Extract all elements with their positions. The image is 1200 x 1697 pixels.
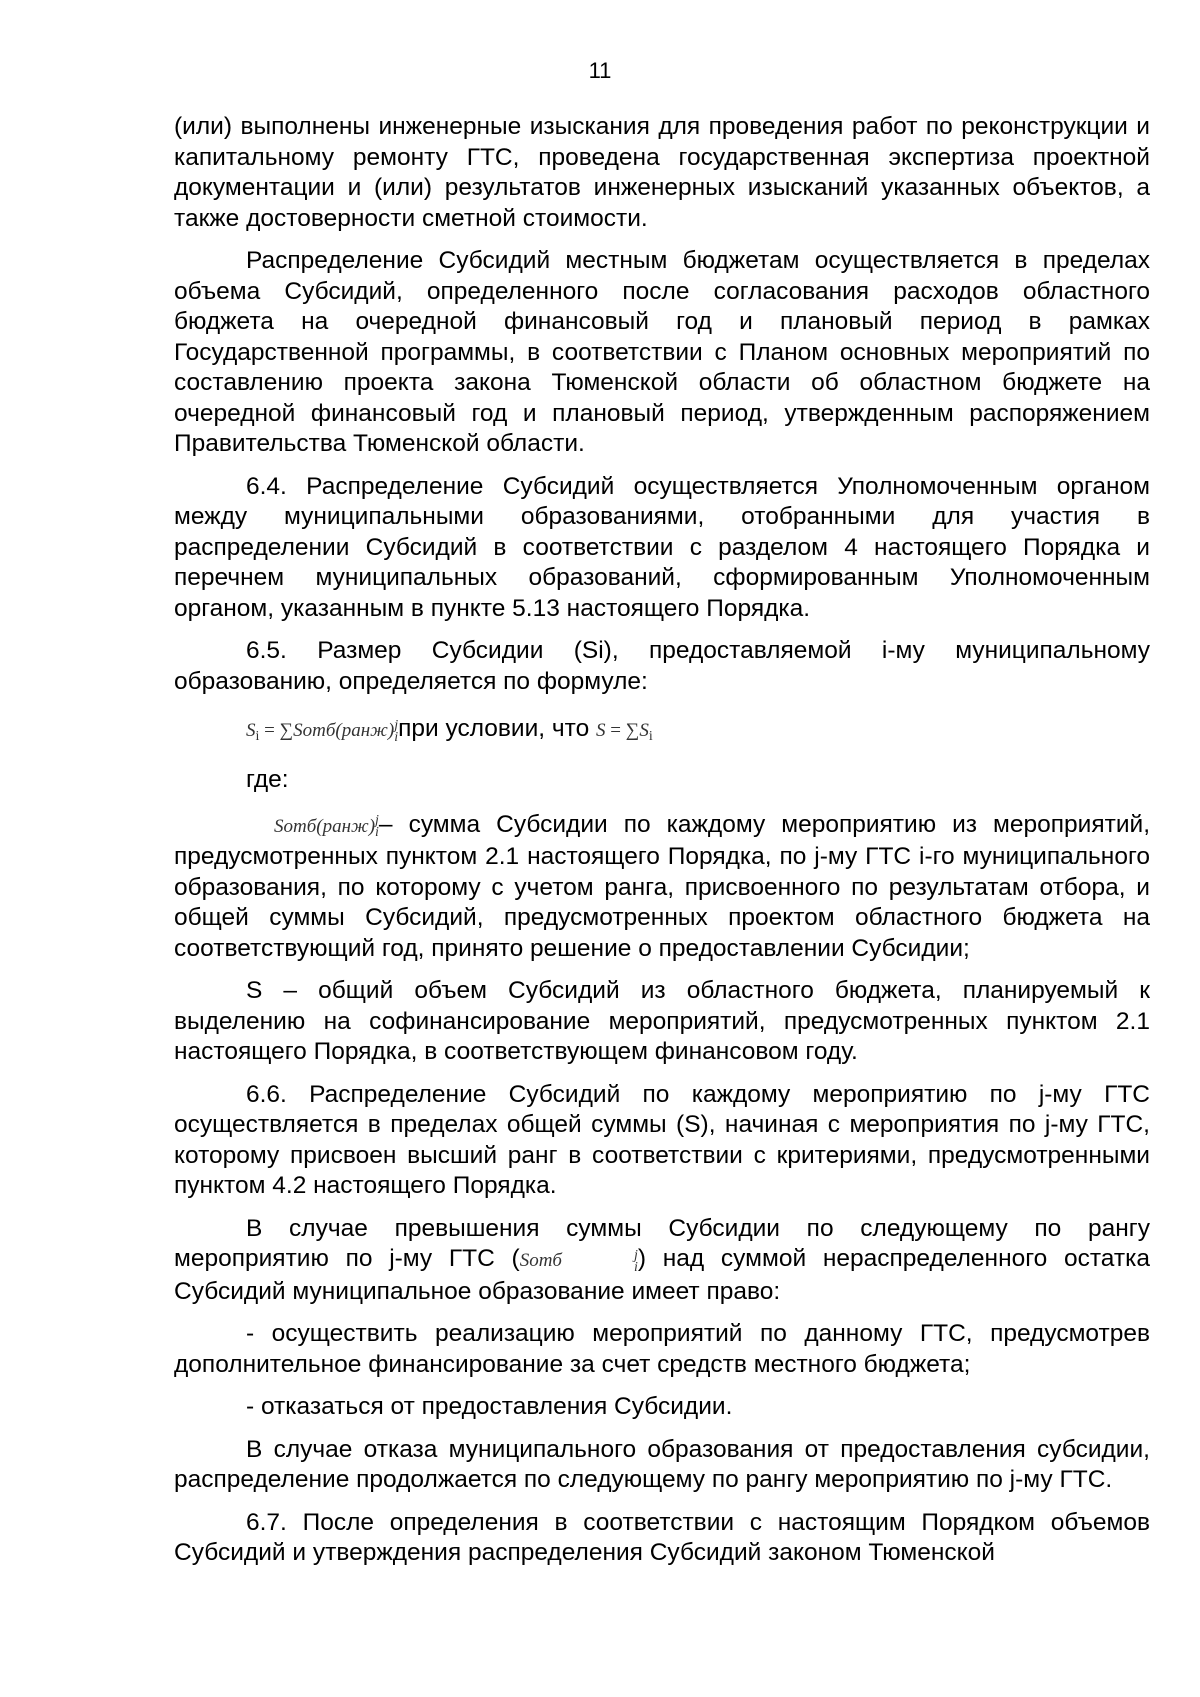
paragraph-6-4: 6.4. Распределение Субсидий осуществляется Уполномоченным органом между муниципальными образованиями, отобранными для участия в распределении Субсидий в соответствии с разделом 4 настоящего Порядка и перечнем муниципальных образований, сформированным Уполномоченным органом, указанным в пункте 5.13 настоящего Порядка.: [174, 472, 1150, 622]
option-implement: - осуществить реализацию мероприятий по данному ГТС, предусмотрев дополнительное финансирование за счет средств местного бюджета;: [174, 1320, 1150, 1378]
sotb-ranzh-symbol: Sотб(ранж) j i: [274, 813, 379, 841]
formula-si: [174, 709, 1150, 757]
paragraph-6-6: 6.6. Распределение Субсидий по каждому мероприятию по j-му ГТС осуществляется в пределах общей суммы (S), начиная с мероприятия по j-му ГТС, которому присвоен высший ранг в соответствии с критериями, предусмотренными пунктом 4.2 настоящего Порядка.: [174, 1080, 1150, 1199]
document-body: [174, 112, 1150, 1581]
definition-s: S – общий объем Субсидий из областного бюджета, планируемый к выделению на софинансирование мероприятий, предусмотренных пунктом 2.1 настоящего Порядка, в соответствующем финансовом году.: [174, 977, 1150, 1065]
option-refuse: - отказаться от предоставления Субсидии.: [246, 1393, 733, 1420]
sotb-symbol: Sотб j i: [519, 1247, 638, 1275]
definition-sotb: [174, 810, 1150, 965]
paragraph: (или) выполнены инженерные изыскания для проведения работ по реконструкции и капитальному ремонту ГТС, проведена государственная экспертиза проектной документации и (или) результатов инженерных изысканий указанных объектов, а также достоверности сметной стоимости.: [174, 113, 1150, 232]
paragraph-6-5: 6.5. Размер Субсидии (Si), предоставляемой i-му муниципальному образованию, определяется по формуле:: [174, 637, 1150, 695]
paragraph-refusal: В случае отказа муниципального образования от предоставления субсидии, распределение продолжается по следующему по рангу мероприятию по j-му ГТС.: [174, 1435, 1150, 1493]
formula-condition-text: при условии, что: [398, 715, 590, 742]
where-label: где:: [246, 766, 289, 793]
formula-left: $S_i$ = ∑Sотб(ранж) j i: [246, 717, 399, 745]
formula-right: $S = \sum S_i$: [596, 720, 653, 744]
paragraph: Распределение Субсидий местным бюджетам осуществляется в пределах объема Субсидий, определенного после согласования расходов областного бюджета на очередной финансовый год и плановый период в рамках Государственной программы, в соответствии с Планом основных мероприятий по составлению проекта закона Тюменской области об областном бюджете на очередной финансовый год и плановый период, утвержденным распоряжением Правительства Тюменской области.: [174, 247, 1150, 457]
paragraph-excess: В случае превышения суммы Субсидии по следующему по рангу мероприятию по j-му ГТС (Sотб j i ) над суммой нераспределенного остатка Субсидий муниципальное образование имеет право:: [174, 1214, 1150, 1305]
paragraph-6-7: 6.7. После определения в соответствии с настоящим Порядком объемов Субсидий и утверждения распределения Субсидий законом Тюменской: [174, 1508, 1150, 1566]
page-number: 11: [588, 58, 612, 83]
definition-text: – сумма Субсидии по каждому мероприятию из мероприятий, предусмотренных пунктом 2.1 настоящего Порядка, по j-му ГТС i-го муниципального образования, по которому с учетом ранга, присвоенного по результатам отбора, и общей суммы Субсидий, предусмотренных проектом областного бюджета на соответствующий год, принято решение о предоставлении Субсидии;: [174, 810, 1150, 962]
